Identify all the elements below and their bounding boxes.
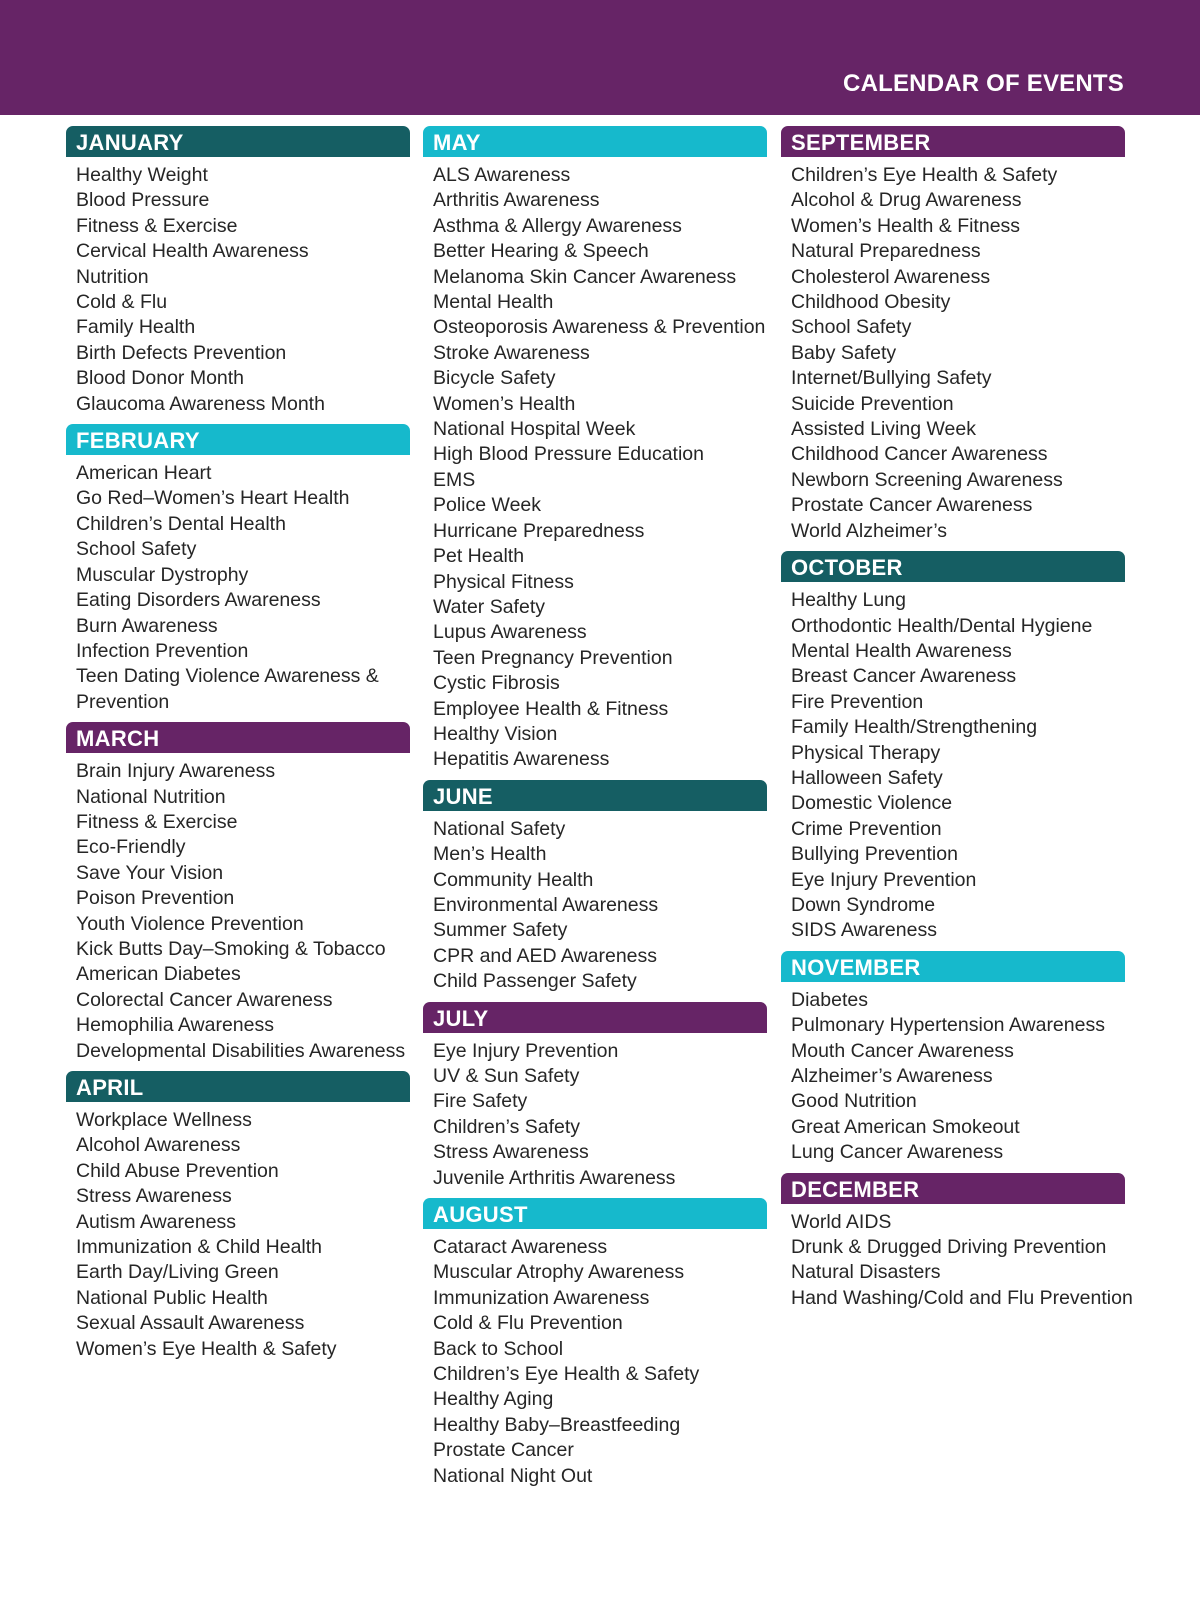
- event-item: Alcohol & Drug Awareness: [791, 189, 1022, 212]
- event-list: [423, 1235, 767, 1489]
- event-item: EMS: [433, 468, 476, 491]
- event-item: Orthodontic Health/Dental Hygiene: [791, 614, 1093, 637]
- event-item: Newborn Screening Awareness: [791, 468, 1063, 491]
- month-header: MARCH: [66, 722, 410, 753]
- month-section-september: [781, 126, 1125, 544]
- event-item: Healthy Lung: [791, 589, 906, 612]
- event-item: Save Your Vision: [76, 861, 224, 884]
- event-item: Internet/Bullying Safety: [791, 367, 992, 390]
- event-item: Prostate Cancer Awareness: [791, 494, 1033, 517]
- event-item: Children’s Safety: [433, 1115, 581, 1138]
- column-2: [423, 126, 767, 1496]
- event-item: School Safety: [791, 316, 912, 339]
- event-item: Employee Health & Fitness: [433, 697, 669, 720]
- event-item: Family Health/Strengthening: [791, 716, 1038, 739]
- event-item: Children’s Eye Health & Safety: [791, 164, 1058, 186]
- column-3: [781, 126, 1133, 1318]
- event-item: National Safety: [433, 817, 566, 840]
- event-item: American Heart: [76, 462, 212, 485]
- event-item: Summer Safety: [433, 919, 568, 942]
- event-item: American Diabetes: [76, 963, 241, 986]
- event-item: Breast Cancer Awareness: [791, 665, 1017, 688]
- event-item: Mouth Cancer Awareness: [791, 1039, 1014, 1062]
- event-item: Mental Health: [433, 291, 554, 314]
- event-item: Healthy Aging: [433, 1388, 554, 1411]
- month-section-july: [423, 1002, 767, 1191]
- event-item: Stress Awareness: [76, 1185, 232, 1208]
- event-item: Stress Awareness: [433, 1141, 589, 1164]
- event-item: National Hospital Week: [433, 418, 636, 441]
- event-list: [781, 988, 1125, 1166]
- event-list: [781, 588, 1125, 944]
- month-section-january: [66, 126, 410, 417]
- event-item: Teen Dating Violence Awareness & Prevention: [76, 665, 379, 713]
- event-item: Down Syndrome: [791, 893, 936, 916]
- event-item: Fire Safety: [433, 1090, 528, 1113]
- event-item: Cataract Awareness: [433, 1236, 608, 1259]
- month-section-may: [423, 126, 767, 773]
- month-section-march: [66, 722, 410, 1064]
- event-item: Stroke Awareness: [433, 341, 590, 364]
- event-item: Kick Butts Day–Smoking & Tobacco: [76, 937, 386, 960]
- event-item: Great American Smokeout: [791, 1115, 1020, 1138]
- month-section-november: [781, 951, 1125, 1166]
- event-item: Alcohol Awareness: [76, 1134, 241, 1157]
- month-header: SEPTEMBER: [781, 126, 1125, 157]
- event-item: Poison Prevention: [76, 887, 235, 910]
- event-list: [66, 163, 410, 417]
- event-item: National Night Out: [433, 1464, 593, 1487]
- event-item: Burn Awareness: [76, 614, 218, 637]
- page-title: CALENDAR OF EVENTS: [843, 70, 1124, 97]
- event-item: World AIDS: [791, 1210, 892, 1233]
- event-list: [66, 461, 410, 715]
- month-section-december: [781, 1173, 1133, 1312]
- event-item: Birth Defects Prevention: [76, 341, 287, 364]
- event-item: Cystic Fibrosis: [433, 672, 560, 695]
- event-item: Fire Prevention: [791, 690, 924, 713]
- event-item: Muscular Dystrophy: [76, 563, 249, 586]
- event-item: Community Health: [433, 868, 594, 891]
- event-list: [423, 1039, 767, 1191]
- event-item: World Alzheimer’s: [791, 519, 948, 542]
- event-item: National Public Health: [76, 1286, 268, 1309]
- event-item: Women’s Eye Health & Safety: [76, 1337, 337, 1360]
- event-item: Men’s Health: [433, 843, 547, 866]
- event-item: Water Safety: [433, 595, 545, 618]
- event-item: Lupus Awareness: [433, 621, 587, 644]
- event-item: Infection Prevention: [76, 639, 249, 662]
- event-item: Environmental Awareness: [433, 893, 659, 916]
- month-header: OCTOBER: [781, 551, 1125, 582]
- event-item: Fitness & Exercise: [76, 214, 238, 237]
- event-item: Go Red–Women’s Heart Health: [76, 487, 350, 510]
- event-item: Better Hearing & Speech: [433, 240, 649, 263]
- event-item: ALS Awareness: [433, 164, 571, 186]
- event-item: Family Health: [76, 316, 196, 339]
- event-item: Children’s Dental Health: [76, 512, 286, 535]
- event-item: Natural Preparedness: [791, 240, 981, 263]
- event-item: Women’s Health: [433, 392, 576, 415]
- event-item: Glaucoma Awareness Month: [76, 392, 325, 415]
- event-item: Cold & Flu: [76, 291, 168, 314]
- page-header: [0, 0, 1200, 115]
- event-item: Women’s Health & Fitness: [791, 214, 1021, 237]
- event-item: CPR and AED Awareness: [433, 944, 658, 967]
- event-item: Alzheimer’s Awareness: [791, 1065, 993, 1087]
- event-item: Drunk & Drugged Driving Prevention: [791, 1236, 1107, 1259]
- event-list: [423, 163, 767, 773]
- event-item: Healthy Vision: [433, 722, 558, 745]
- event-item: Autism Awareness: [76, 1210, 237, 1233]
- event-item: Pet Health: [433, 545, 525, 568]
- event-item: Crime Prevention: [791, 817, 942, 840]
- event-item: Natural Disasters: [791, 1261, 941, 1284]
- event-item: Back to School: [433, 1337, 564, 1360]
- event-item: Hurricane Preparedness: [433, 519, 645, 542]
- month-header: AUGUST: [423, 1198, 767, 1229]
- event-item: Fitness & Exercise: [76, 810, 238, 833]
- month-section-june: [423, 780, 767, 995]
- event-item: Cervical Health Awareness: [76, 240, 309, 263]
- event-item: Childhood Obesity: [791, 291, 951, 314]
- event-item: Hepatitis Awareness: [433, 748, 610, 771]
- event-item: Teen Pregnancy Prevention: [433, 646, 673, 669]
- event-item: Nutrition: [76, 265, 149, 288]
- event-item: Cholesterol Awareness: [791, 265, 991, 288]
- event-item: Healthy Baby–Breastfeeding: [433, 1413, 681, 1436]
- month-header: FEBRUARY: [66, 424, 410, 455]
- event-item: UV & Sun Safety: [433, 1065, 580, 1087]
- event-item: Developmental Disabilities Awareness: [76, 1039, 406, 1062]
- event-item: Halloween Safety: [791, 766, 943, 789]
- event-item: Physical Therapy: [791, 741, 941, 764]
- event-item: Immunization & Child Health: [76, 1236, 323, 1259]
- month-section-february: [66, 424, 410, 715]
- event-item: Mental Health Awareness: [791, 639, 1012, 662]
- event-item: Earth Day/Living Green: [76, 1261, 279, 1284]
- event-item: Physical Fitness: [433, 570, 574, 593]
- event-item: Bicycle Safety: [433, 367, 556, 390]
- month-section-october: [781, 551, 1125, 944]
- event-item: Immunization Awareness: [433, 1286, 650, 1309]
- event-item: Pulmonary Hypertension Awareness: [791, 1014, 1105, 1037]
- month-section-august: [423, 1198, 767, 1489]
- event-item: Muscular Atrophy Awareness: [433, 1261, 685, 1284]
- event-item: Colorectal Cancer Awareness: [76, 988, 333, 1011]
- event-list: [423, 817, 767, 995]
- event-item: Bullying Prevention: [791, 843, 958, 866]
- event-item: Suicide Prevention: [791, 392, 954, 415]
- event-item: School Safety: [76, 538, 197, 561]
- event-item: Good Nutrition: [791, 1090, 917, 1113]
- event-list: [66, 759, 410, 1064]
- event-item: National Nutrition: [76, 785, 226, 808]
- column-1: [66, 126, 410, 1369]
- event-item: Blood Pressure: [76, 189, 210, 212]
- event-item: Cold & Flu Prevention: [433, 1312, 623, 1335]
- event-item: Hand Washing/Cold and Flu Prevention: [791, 1286, 1133, 1309]
- event-item: Blood Donor Month: [76, 367, 245, 390]
- event-item: Osteoporosis Awareness & Prevention: [433, 316, 766, 339]
- event-item: Prostate Cancer: [433, 1439, 574, 1462]
- event-item: Eye Injury Prevention: [433, 1039, 619, 1062]
- month-header: DECEMBER: [781, 1173, 1125, 1204]
- event-item: Children’s Eye Health & Safety: [433, 1363, 700, 1386]
- event-item: Baby Safety: [791, 341, 897, 364]
- event-item: Eco-Friendly: [76, 836, 186, 859]
- event-item: Police Week: [433, 494, 542, 517]
- event-item: Eye Injury Prevention: [791, 868, 977, 891]
- event-item: Healthy Weight: [76, 164, 208, 186]
- month-header: NOVEMBER: [781, 951, 1125, 982]
- month-section-april: [66, 1071, 410, 1362]
- event-list: [781, 163, 1125, 544]
- event-item: Child Passenger Safety: [433, 970, 637, 993]
- event-item: Youth Violence Prevention: [76, 912, 304, 935]
- event-list: [66, 1108, 410, 1362]
- month-header: JANUARY: [66, 126, 410, 157]
- event-item: Arthritis Awareness: [433, 189, 600, 212]
- month-header: APRIL: [66, 1071, 410, 1102]
- event-item: Asthma & Allergy Awareness: [433, 214, 682, 237]
- event-item: Diabetes: [791, 988, 868, 1011]
- event-item: SIDS Awareness: [791, 919, 937, 942]
- event-list: [781, 1210, 1133, 1312]
- event-item: Melanoma Skin Cancer Awareness: [433, 265, 737, 288]
- event-item: Juvenile Arthritis Awareness: [433, 1166, 676, 1189]
- event-item: Hemophilia Awareness: [76, 1014, 274, 1037]
- event-item: Domestic Violence: [791, 792, 953, 815]
- month-header: JUNE: [423, 780, 767, 811]
- event-item: Child Abuse Prevention: [76, 1159, 279, 1182]
- event-item: Lung Cancer Awareness: [791, 1141, 1004, 1164]
- event-item: Sexual Assault Awareness: [76, 1312, 305, 1335]
- month-header: MAY: [423, 126, 767, 157]
- event-item: Eating Disorders Awareness: [76, 589, 321, 612]
- event-item: Childhood Cancer Awareness: [791, 443, 1048, 466]
- event-item: Assisted Living Week: [791, 418, 976, 441]
- event-item: Brain Injury Awareness: [76, 760, 276, 783]
- event-item: High Blood Pressure Education: [433, 443, 704, 466]
- event-item: Workplace Wellness: [76, 1109, 252, 1131]
- month-header: JULY: [423, 1002, 767, 1033]
